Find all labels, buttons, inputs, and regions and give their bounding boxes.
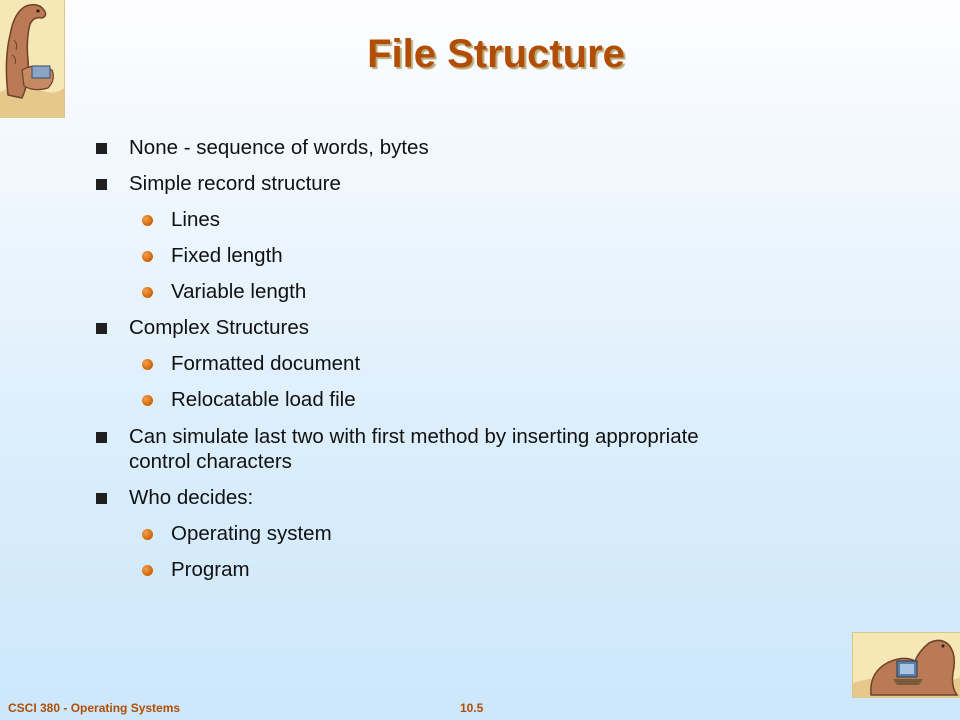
- round-bullet-icon: [142, 359, 153, 370]
- footer-course: CSCI 380 - Operating Systems: [8, 701, 181, 715]
- bullet-text: Who decides:: [129, 486, 254, 509]
- bullet-text: Complex Structures: [129, 316, 310, 339]
- bullet-text: None - sequence of words, bytes: [129, 136, 429, 159]
- footer-page-number: 10.5: [460, 701, 484, 715]
- square-bullet-icon: [96, 143, 107, 154]
- sub-bullet-text: Formatted document: [171, 352, 361, 375]
- sub-bullet-text: Fixed length: [171, 244, 283, 267]
- sub-bullet-text: Lines: [171, 208, 221, 231]
- bullet-text: Can simulate last two with first method by inserting appropriate: [129, 425, 699, 448]
- square-bullet-icon: [96, 432, 107, 443]
- slide-title: File Structure: [367, 32, 625, 76]
- sub-bullet-text: Relocatable load file: [171, 388, 356, 411]
- dinosaur-logo-bottom: [852, 632, 960, 698]
- round-bullet-icon: [142, 287, 153, 298]
- sub-bullet-text: Operating system: [171, 522, 332, 545]
- round-bullet-icon: [142, 395, 153, 406]
- round-bullet-icon: [142, 215, 153, 226]
- square-bullet-icon: [96, 493, 107, 504]
- square-bullet-icon: [96, 179, 107, 190]
- round-bullet-icon: [142, 565, 153, 576]
- round-bullet-icon: [142, 529, 153, 540]
- bullet-text: Simple record structure: [129, 172, 341, 195]
- sub-bullet-text: Variable length: [171, 280, 307, 303]
- round-bullet-icon: [142, 251, 153, 262]
- sub-bullet-text: Program: [171, 558, 250, 581]
- square-bullet-icon: [96, 323, 107, 334]
- bullet-text-continuation: control characters: [129, 450, 292, 473]
